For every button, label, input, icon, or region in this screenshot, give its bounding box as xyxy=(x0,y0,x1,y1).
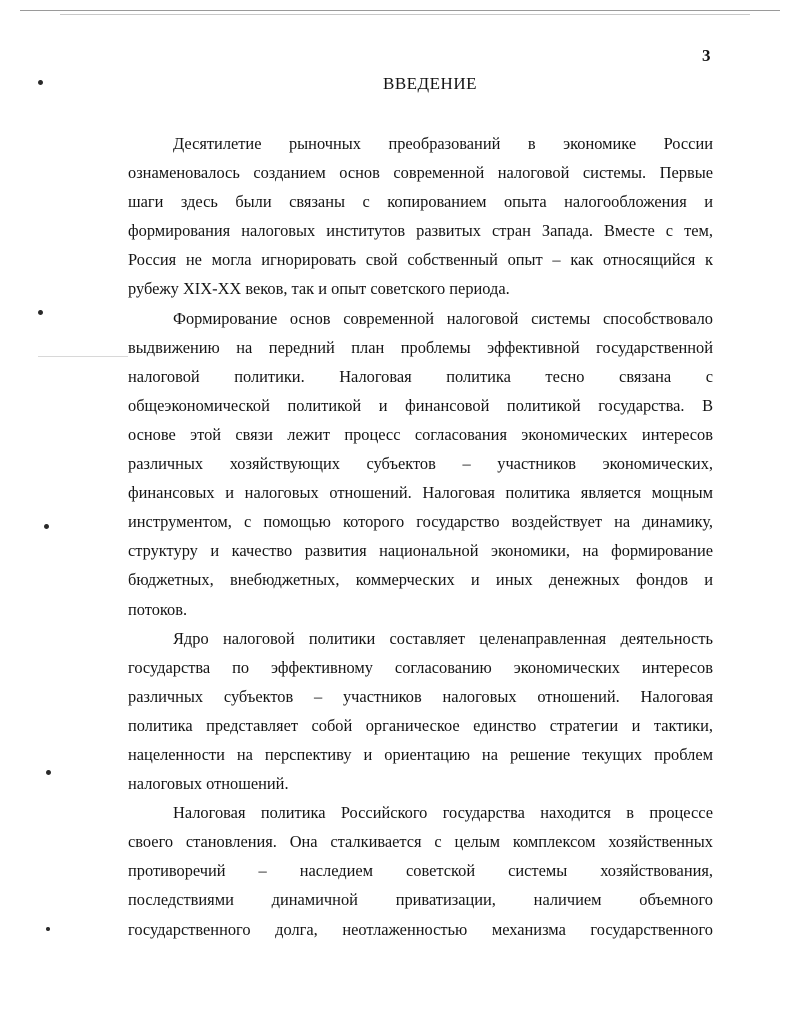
text-line: шаги здесь были связаны с копированием опыта налогообложения и xyxy=(128,192,713,212)
text-line: Налоговая политика Российского государства находится в процессе xyxy=(173,803,713,823)
scan-top-edge-inner xyxy=(60,14,750,15)
text-line: рубежу XIX-XX веков, так и опыт советского периода. xyxy=(128,279,510,299)
text-line: финансовых и налоговых отношений. Налоговая политика является мощным xyxy=(128,483,713,503)
text-line: основе этой связи лежит процесс согласования экономических интересов xyxy=(128,424,713,444)
text-line: ознаменовалось созданием основ современной налоговой системы. Первые xyxy=(128,163,713,183)
text-line: выдвижению на передний план проблемы эффективной государственной xyxy=(128,337,713,357)
text-line: Россия не могла игнорировать свой собственный опыт – как относящийся к xyxy=(128,250,713,270)
text-line: налоговой политики. Налоговая политика тесно связана с xyxy=(128,366,713,386)
text-line: Десятилетие рыночных преобразований в экономике России xyxy=(173,134,713,153)
text-line: общеэкономической политикой и финансовой политикой государства. В xyxy=(128,395,713,415)
scan-speck xyxy=(46,770,51,775)
scan-speck xyxy=(46,927,50,931)
text-line: Ядро налоговой политики составляет целенаправленная деятельность xyxy=(173,628,713,648)
scan-speck xyxy=(44,524,49,529)
page-number: 3 xyxy=(702,46,711,65)
text-line: структуру и качество развития национальной экономики, на формирование xyxy=(128,541,713,561)
body-text xyxy=(128,129,713,944)
text-line: различных хозяйствующих субъектов – участников экономических, xyxy=(128,454,713,474)
text-line: бюджетных, внебюджетных, коммерческих и иных денежных фондов и xyxy=(128,570,713,590)
text-line: государственного долга, неотлаженностью механизма государственного xyxy=(128,919,713,939)
text-line: нацеленности на перспективу и ориентацию на решение текущих проблем xyxy=(128,744,713,764)
page-title: ВВЕДЕНИЕ xyxy=(383,74,477,93)
text-line: формирования налоговых институтов развитых стран Запада. Вместе с тем, xyxy=(128,221,713,241)
scan-top-edge xyxy=(20,10,780,11)
text-line: политика представляет собой органическое единство стратегии и тактики, xyxy=(128,715,713,735)
text-line: Формирование основ современной налоговой системы способствовало xyxy=(173,308,713,328)
text-line: различных субъектов – участников налоговых отношений. Налоговая xyxy=(128,686,713,706)
scan-speck xyxy=(38,310,43,315)
text-line: последствиями динамичной приватизации, наличием объемного xyxy=(128,890,713,910)
text-line: потоков. xyxy=(128,599,188,619)
text-line: инструментом, с помощью которого государство воздействует на динамику, xyxy=(128,512,713,532)
scan-faint-line xyxy=(38,356,128,357)
text-line: своего становления. Она сталкивается с целым комплексом хозяйственных xyxy=(128,832,713,852)
text-line: противоречий – наследием советской системы хозяйствования, xyxy=(128,861,713,881)
text-line: налоговых отношений. xyxy=(128,774,289,794)
text-line: государства по эффективному согласованию экономических интересов xyxy=(128,657,713,677)
